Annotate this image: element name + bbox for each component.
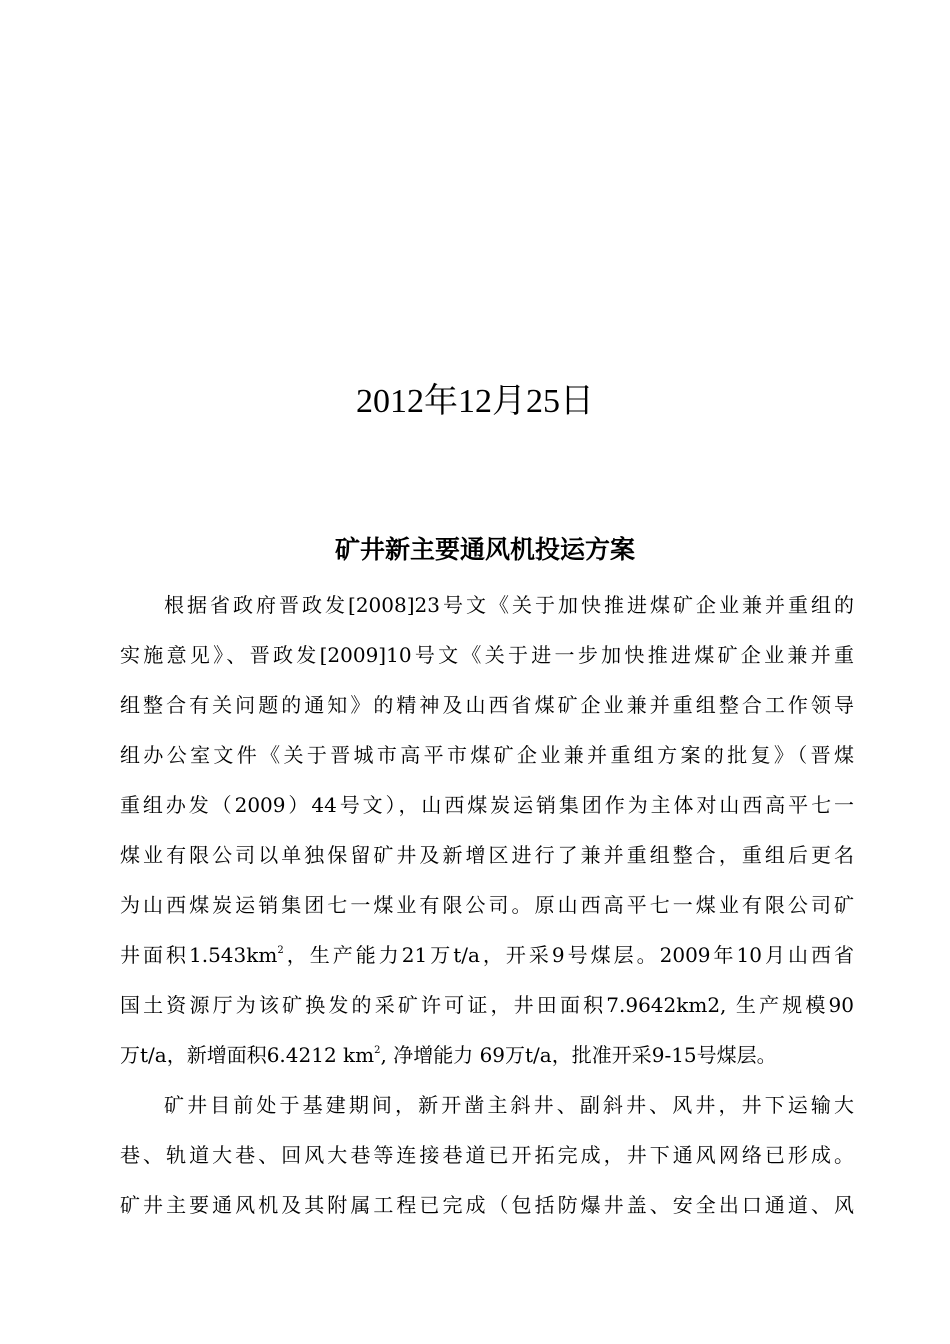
text-line: 煤业有限公司以单独保留矿井及新增区进行了兼并重组整合，重组后更名 — [120, 843, 854, 867]
paragraph-1 — [120, 580, 854, 1080]
text-line: 矿井目前处于基建期间，新开凿主斜井、副斜井、风井，井下运输大 — [164, 1093, 854, 1117]
document-title: 矿井新主要通风机投运方案 — [334, 535, 635, 564]
text-segment: , 净增能力 69万t/a，批准开采9-15号煤层。 — [380, 1043, 777, 1067]
paragraph-2 — [120, 1080, 854, 1230]
superscript: 2 — [374, 1045, 381, 1056]
text-line: 矿井主要通风机及其附属工程已完成（包括防爆井盖、安全出口通道、风 — [120, 1193, 854, 1217]
text-segment: ，生产能力21万t/a，开采9号煤层。2009年10月山西省 — [283, 943, 854, 967]
text-line: 组整合有关问题的通知》的精神及山西省煤矿企业兼并重组整合工作领导 — [120, 693, 854, 717]
text-line: 组办公室文件《关于晋城市高平市煤矿企业兼并重组方案的批复》（晋煤 — [120, 743, 854, 767]
text-line: 国土资源厅为该矿换发的采矿许可证，井田面积7.9642km2, 生产规模90 — [120, 993, 854, 1017]
text-line — [120, 930, 854, 980]
text-segment: 井面积1.543km — [120, 943, 278, 967]
text-line: 巷、轨道大巷、回风大巷等连接巷道已开拓完成，井下通风网络已形成。 — [120, 1143, 854, 1167]
text-line: 实施意见》、晋政发[2009]10号文《关于进一步加快推进煤矿企业兼并重 — [120, 643, 854, 667]
document-date: 2012年12月25日 — [356, 383, 594, 420]
text-line: 根据省政府晋政发[2008]23号文《关于加快推进煤矿企业兼并重组的 — [164, 593, 854, 617]
text-line: 为山西煤炭运销集团七一煤业有限公司。原山西高平七一煤业有限公司矿 — [120, 893, 854, 917]
text-line: 重组办发（2009）44号文），山西煤炭运销集团作为主体对山西高平七一 — [120, 793, 854, 817]
superscript: 2 — [277, 945, 284, 956]
text-line — [120, 1030, 854, 1080]
text-segment: 万t/a，新增面积6.4212 km — [120, 1043, 375, 1067]
document-body — [120, 580, 854, 1230]
